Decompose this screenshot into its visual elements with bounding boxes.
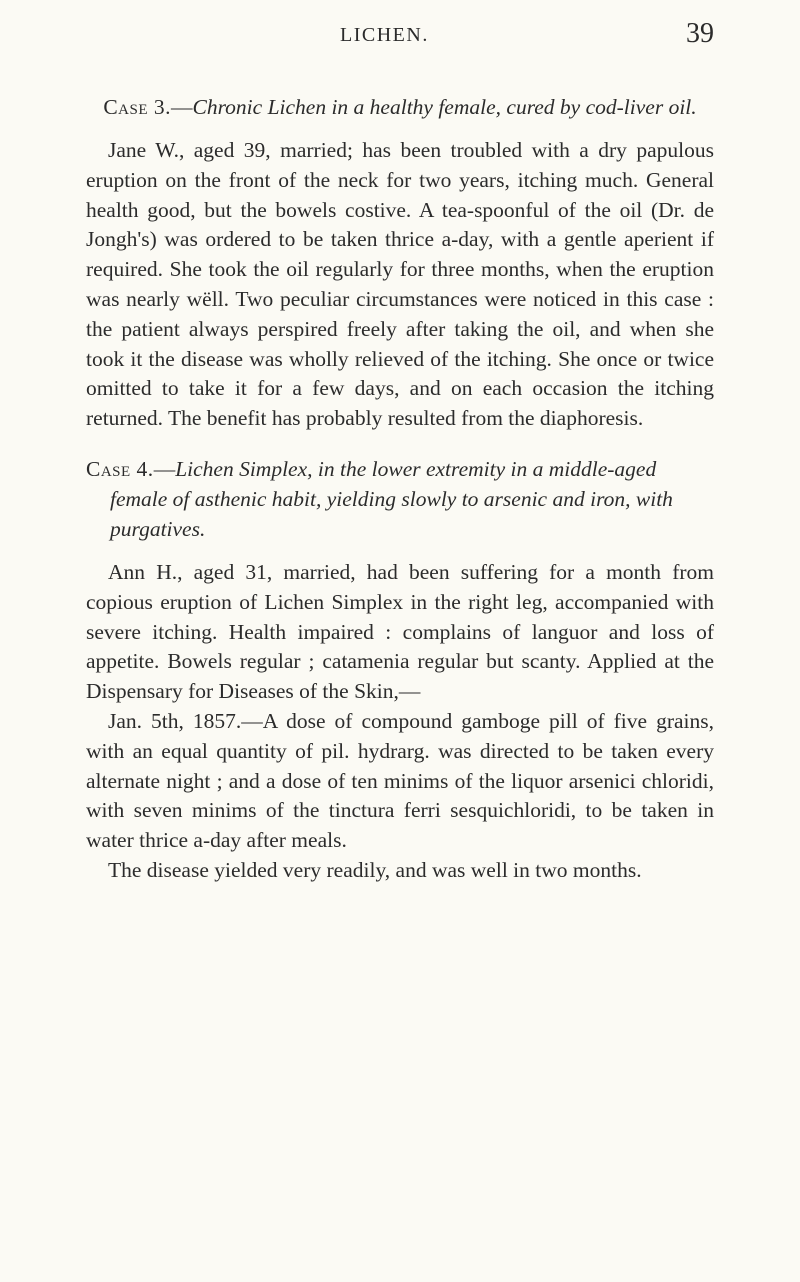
case-4-body xyxy=(86,558,714,886)
case-label: Case 4. xyxy=(86,457,154,481)
case-label: Case 3. xyxy=(103,95,172,119)
case-4-heading xyxy=(86,454,714,544)
running-head xyxy=(0,18,800,52)
paragraph: Ann H., aged 31, married, had been suffering for a month from copious eruption of Lichen Simplex in the right leg, accompanied with severe itching. Health impaired : complains of languor and loss of appetite. Bowels regular ; catamenia regular but scanty. Applied at the Dispensary for Diseases of the Skin,— xyxy=(86,560,714,704)
case-title: Chronic Lichen in a healthy female, cured by cod-liver oil. xyxy=(192,95,697,119)
case-3-section xyxy=(86,92,714,434)
paragraph: Jan. 5th, 1857.—A dose of compound gamboge pill of five grains, with an equal quantity of pil. hydrarg. was directed to be taken every alternate night ; and a dose of ten minims of the liquor arsenici chloridi, with seven minims of the tinctura ferri sesquichloridi, to be taken in water thrice a-day after meals. xyxy=(86,708,714,853)
paragraph: The disease yielded very readily, and was well in two months. xyxy=(108,857,642,882)
case-3-body xyxy=(86,136,714,434)
case-3-heading xyxy=(86,92,714,122)
case-title: Lichen Simplex, in the lower extremity in a middle-aged female of asthenic habit, yielding slowly to arsenic and iron, with purgatives. xyxy=(110,457,673,541)
heading-dash: — xyxy=(153,457,176,481)
paragraph: Jane W., aged 39, married; has been troubled with a dry papulous eruption on the front of the neck for two years, itching much. General health good, but the bowels costive. A tea-spoonful of the oil (Dr. de Jongh's) was ordered to be taken thrice a-day, with a gentle aperient if required. She took the oil regularly for three months, when the eruption was nearly wëll. Two peculiar circumstances were noticed in this case : the patient always perspired freely after taking the oil, and when she took it the disease was wholly relieved of the itching. She once or twice omitted to take it for a few days, and on each occasion the itching returned. The benefit has probably resulted from the diaphoresis. xyxy=(86,138,714,431)
page-number: 39 xyxy=(686,18,714,49)
heading-dash: — xyxy=(171,95,193,119)
case-4-section xyxy=(86,454,714,886)
running-title: LICHEN. xyxy=(340,24,429,46)
